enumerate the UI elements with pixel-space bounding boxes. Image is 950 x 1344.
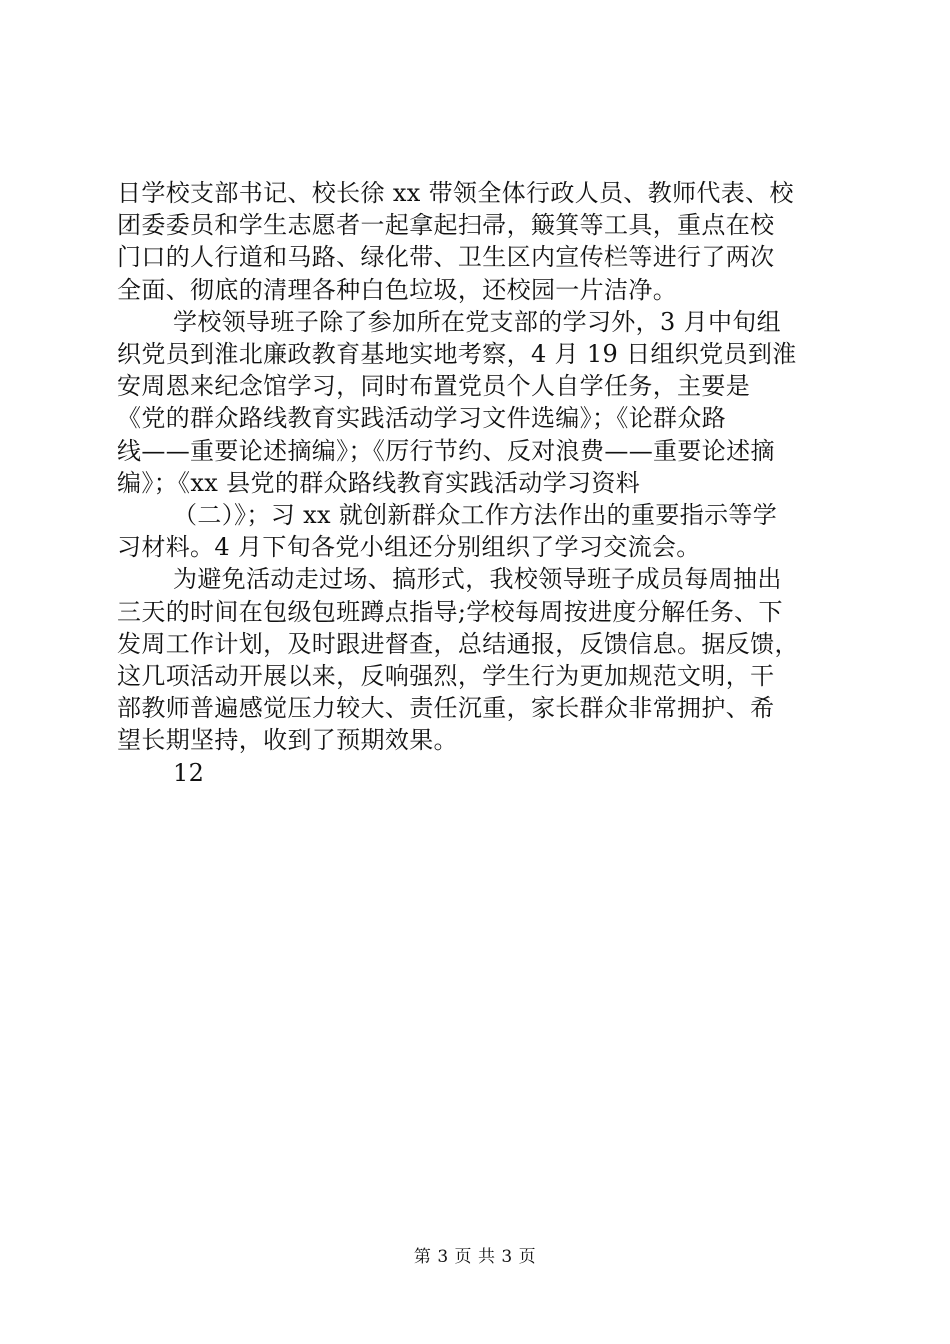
text-line: 《党的群众路线教育实践活动学习文件选编》；《论群众路 (117, 404, 727, 433)
page-footer (0, 1242, 950, 1267)
text-line: 部教师普遍感觉压力较大、责任沉重，家长群众非常拥护、希 (117, 694, 775, 723)
text-line: 三天的时间在包级包班蹲点指导;学校每周按进度分解任务、下 (117, 597, 783, 626)
text-line: 习材料。4 月下旬各党小组还分别组织了学习交流会。 (117, 533, 701, 562)
text-line: 发周工作计划，及时跟进督查，总结通报，反馈信息。据反馈， (117, 629, 799, 658)
text-line: 团委委员和学生志愿者一起拿起扫帚，簸箕等工具，重点在校 (117, 211, 775, 240)
text-line: 编》；《xx 县党的群众路线教育实践活动学习资料 (117, 468, 641, 497)
inline-number: 12 (173, 758, 205, 787)
paragraph-start-line: 为避免活动走过场、搞形式，我校领导班子成员每周抽出 (173, 565, 782, 594)
text-line: 日学校支部书记、校长徐 xx 带领全体行政人员、教师代表、校 (117, 179, 794, 207)
page-number-label: 第 3 页 共 3 页 (413, 1247, 537, 1267)
text-line: 线——重要论述摘编》；《厉行节约、反对浪费——重要论述摘 (117, 436, 775, 465)
text-line: 安周恩来纪念馆学习，同时布置党员个人自学任务，主要是 (117, 372, 751, 401)
document-body (117, 177, 833, 789)
paragraph-start-line: 学校领导班子除了参加所在党支部的学习外，3 月中旬组 (173, 307, 781, 336)
text-line: 织党员到淮北廉政教育基地实地考察，4 月 19 日组织党员到淮 (117, 340, 797, 369)
text-line: 全面、彻底的清理各种白色垃圾，还校园一片洁净。 (117, 275, 678, 304)
text-line: 这几项活动开展以来，反响强烈，学生行为更加规范文明，干 (117, 662, 775, 691)
text-line: 望长期坚持，收到了预期效果。 (117, 726, 458, 755)
text-line: 门口的人行道和马路、绿化带、卫生区内宣传栏等进行了两次 (117, 243, 775, 272)
paragraph-start-line: （二）》；习 xx 就创新群众工作方法作出的重要指示等学 (173, 501, 778, 530)
